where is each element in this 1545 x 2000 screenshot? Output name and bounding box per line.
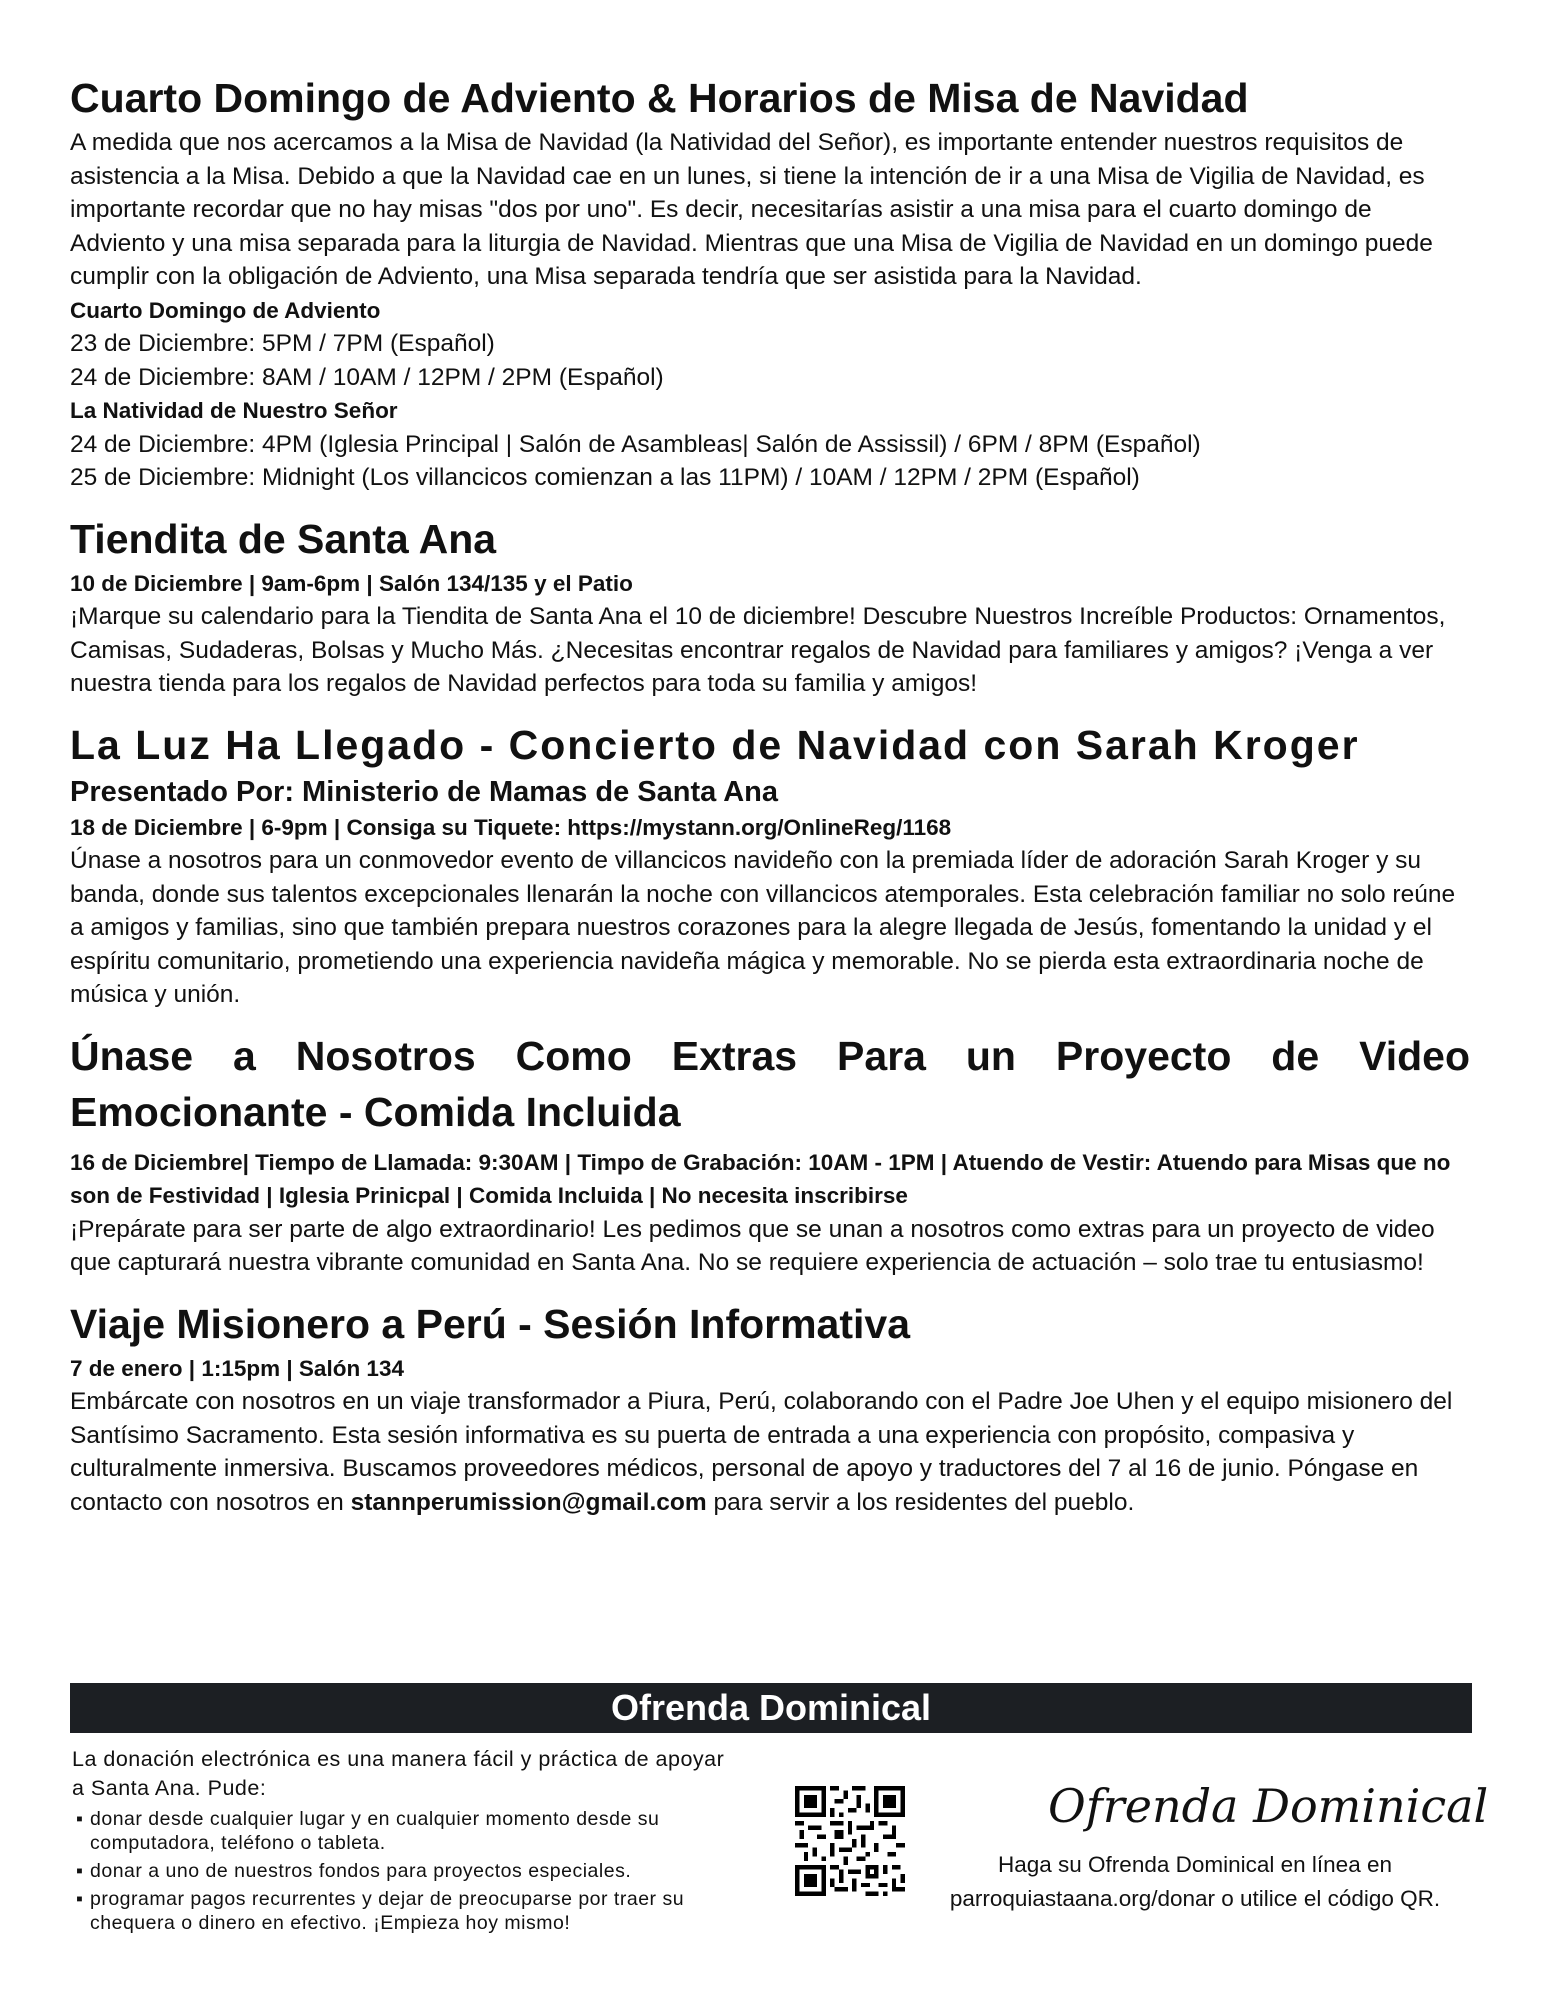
donation-benefits-list bbox=[72, 1807, 752, 1935]
section-title: Tiendita de Santa Ana bbox=[70, 515, 497, 562]
list-item bbox=[72, 1859, 752, 1883]
schedule-line: 24 de Diciembre: 4PM (Iglesia Principal | Salón de Asambleas| Salón de Assissil) / 6PM / 8PM (Español) bbox=[70, 430, 1201, 458]
list-item-text: donar desde cualquier lugar y en cualquier momento desde su computadora, teléfono o tableta. bbox=[90, 1808, 660, 1854]
online-giving-note bbox=[905, 1848, 1485, 1916]
online-line: Haga su Ofrenda Dominical en línea en bbox=[998, 1852, 1392, 1877]
body-text: para servir a los residentes del pueblo. bbox=[706, 1488, 1135, 1516]
qr-code-icon[interactable] bbox=[795, 1786, 905, 1896]
section-title-line: Emocionante - Comida Incluida bbox=[70, 1088, 681, 1135]
event-details: 18 de Diciembre | 6-9pm | Consiga su Tiquete: https://mystann.org/OnlineReg/1168 bbox=[70, 814, 952, 840]
event-details: 10 de Diciembre | 9am-6pm | Salón 134/135 y el Patio bbox=[70, 570, 633, 596]
bulletin-page bbox=[70, 70, 1470, 1519]
donation-intro: La donación electrónica es una manera fácil y práctica de apoyar a Santa Ana. Pude: bbox=[72, 1747, 725, 1800]
event-details: 7 de enero | 1:15pm | Salón 134 bbox=[70, 1355, 404, 1381]
list-item-text: donar a uno de nuestros fondos para proyectos especiales. bbox=[90, 1860, 632, 1882]
bullet-icon: ▪ bbox=[76, 1808, 84, 1830]
schedule-line: 23 de Diciembre: 5PM / 7PM (Español) bbox=[70, 330, 495, 357]
online-link[interactable]: parroquiastaana.org/donar o utilice el código QR. bbox=[949, 1886, 1441, 1911]
list-item bbox=[72, 1807, 752, 1855]
section-concert bbox=[70, 717, 1470, 1012]
script-logo-text: Ofrenda Dominical bbox=[1048, 1779, 1489, 1833]
section-body: A medida que nos acercamos a la Misa de Navidad (la Natividad del Señor), es importante entender nuestros requisitos de asistencia a la Misa. Debido a que la Navidad cae en un lunes, si tiene la intención de ir a una Misa de Vigilia de Navidad, es importante recordar que no hay misas "dos por uno". Es decir, necesitarías asistir a una misa para el cuarto domingo de Adviento y una misa separada para la liturgia de Navidad. Mientras que una Misa de Vigilia de Navidad en un domingo puede cumplir con la obligación de Adviento, una Misa separada tendría que ser asistida para la Navidad. bbox=[70, 129, 1433, 290]
bullet-icon: ▪ bbox=[76, 1888, 84, 1910]
section-body: ¡Marque su calendario para la Tiendita de Santa Ana el 10 de diciembre! Descubre Nuestros Increíble Productos: Ornamentos, Camisas, Sudaderas, Bolsas y Mucho Más. ¿Necesitas encontrar regalos de Navidad para familiares y amigos? ¡Venga a ver nuestra tienda para los regalos de Navidad perfectos para toda su familia y amigos! bbox=[70, 603, 1446, 697]
section-subtitle: Presentado Por: Ministerio de Mamas de Santa Ana bbox=[70, 775, 778, 808]
list-item-text: programar pagos recurrentes y dejar de preocuparse por traer su chequera o dinero en efectivo. ¡Empieza hoy mismo! bbox=[90, 1888, 685, 1934]
section-title: Viaje Misionero a Perú - Sesión Informativa bbox=[70, 1300, 910, 1347]
section-video-extras bbox=[70, 1028, 1470, 1280]
section-title: La Luz Ha Llegado - Concierto de Navidad con Sarah Kroger bbox=[70, 721, 1360, 768]
section-body bbox=[70, 1385, 1470, 1519]
advent-schedule-label: Cuarto Domingo de Adviento bbox=[70, 297, 381, 323]
event-details: 16 de Diciembre| Tiempo de Llamada: 9:30AM | Timpo de Grabación: 10AM - 1PM | Atuendo de Vestir: Atuendo para Misas que no son de Festividad | Iglesia Prinicpal | Comida Incluida | No necesita inscribirse bbox=[70, 1149, 1451, 1208]
schedule-line: 24 de Diciembre: 8AM / 10AM / 12PM / 2PM (Español) bbox=[70, 363, 664, 391]
list-item bbox=[72, 1887, 752, 1935]
ofrenda-dominical-script-logo bbox=[1040, 1766, 1489, 1850]
section-christmas-mass bbox=[70, 70, 1470, 495]
schedule-line: 25 de Diciembre: Midnight (Los villancicos comienzan a las 11PM) / 10AM / 12PM / 2PM (Español) bbox=[70, 464, 1140, 491]
section-body: ¡Prepárate para ser parte de algo extraordinario! Les pedimos que se unan a nosotros como extras para un proyecto de video que capturará nuestra vibrante comunidad en Santa Ana. No se requiere experiencia de actuación – solo trae tu entusiasmo! bbox=[70, 1215, 1435, 1276]
offering-banner: Ofrenda Dominical bbox=[70, 1683, 1472, 1733]
contact-email-link[interactable]: stannperumission@gmail.com bbox=[350, 1488, 707, 1516]
section-peru-mission bbox=[70, 1296, 1470, 1520]
bullet-icon: ▪ bbox=[76, 1860, 84, 1882]
section-title-line: Únase a Nosotros Como Extras Para un Proyecto de Video bbox=[70, 1032, 1470, 1079]
body-text: Embárcate con nosotros en un viaje transformador a Piura, Perú, colaborando con el Padre Joe Uhen y el equipo misionero del Santísimo Sacramento. Esta sesión informativa es su puerta de entrada a una experiencia con propósito, compasiva y culturalmente inmersiva. Buscamos proveedores médicos, personal de apoyo y traductores del 7 al 16 de junio. Póngase en contacto con nosotros en bbox=[70, 1388, 1453, 1516]
donation-info bbox=[72, 1745, 752, 1939]
section-body: Únase a nosotros para un conmovedor evento de villancicos navideño con la premiada líder de adoración Sarah Kroger y su banda, donde sus talentos excepcionales llenarán la noche con villancicos atemporales. Esta celebración familiar no solo reúne a amigos y familias, sino que también prepara nuestros corazones para la alegre llegada de Jesús, fomentando la unidad y el espíritu comunitario, prometiendo una experiencia navideña mágica y memorable. No se pierda esta extraordinaria noche de música y unión. bbox=[70, 847, 1456, 1008]
section-tiendita bbox=[70, 511, 1470, 701]
nativity-schedule-label: La Natividad de Nuestro Señor bbox=[70, 398, 398, 423]
section-title: Cuarto Domingo de Adviento & Horarios de Misa de Navidad bbox=[70, 75, 1249, 121]
